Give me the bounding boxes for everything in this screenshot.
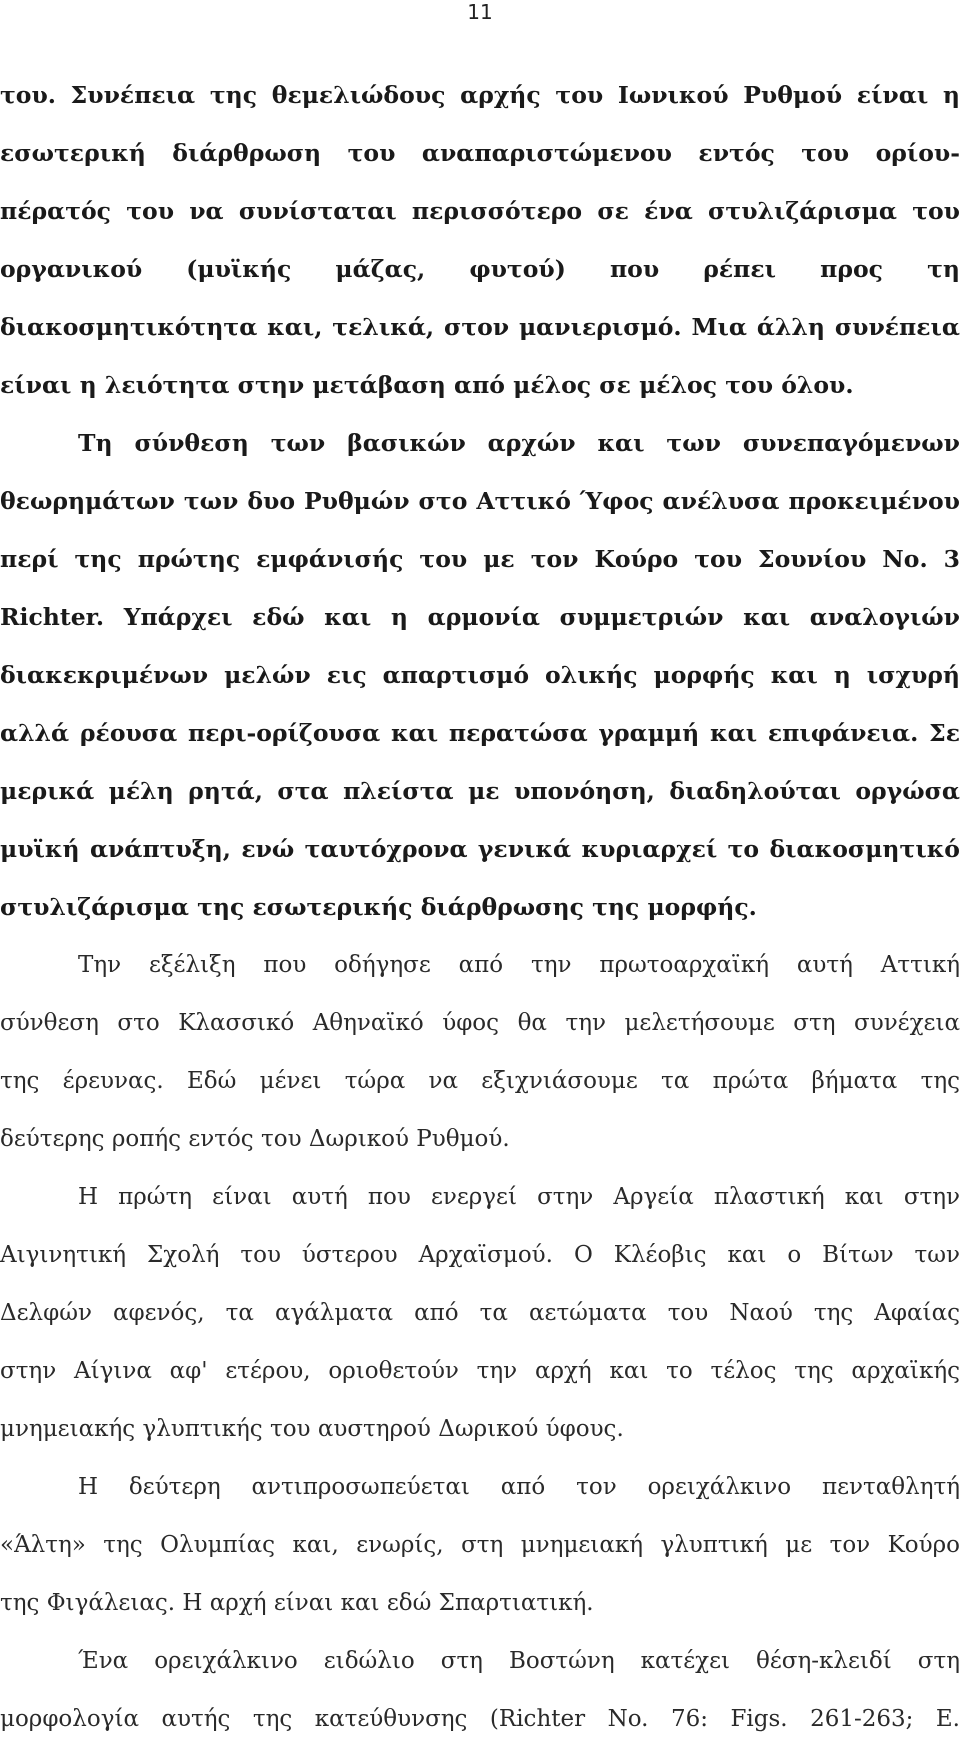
text-line: στυλιζάρισμα της εσωτερικής διάρθρωσης της μορφής. <box>0 893 757 921</box>
text-line: Η δεύτερη αντιπροσωπεύεται από τον ορειχάλκινο πενταθλητή <box>78 1474 960 1500</box>
text-line: της έρευνας. Εδώ μένει τώρα να εξιχνιάσουμε τα πρώτα βήματα της <box>0 1068 960 1094</box>
text-line: εσωτερική διάρθρωση του αναπαριστώμενου εντός του ορίου- <box>0 139 960 167</box>
text-line: διακεκριμένων μελών εις απαρτισμό ολικής μορφής και η ισχυρή <box>0 661 960 689</box>
text-line: στην Αίγινα αφ' ετέρου, οριοθετούν την αρχή και το τέλος της αρχαϊκής <box>0 1358 960 1384</box>
text-line: της Φιγάλειας. Η αρχή είναι και εδώ Σπαρτιατική. <box>0 1590 594 1616</box>
text-line: μερικά μέλη ρητά, στα πλείστα με υπονόηση, διαδηλούται οργώσα <box>0 777 960 805</box>
text-line: πέρατός του να συνίσταται περισσότερο σε ένα στυλιζάρισμα του <box>0 197 960 225</box>
text-line: διακοσμητικότητα και, τελικά, στον μανιερισμό. Μια άλλη συνέπεια <box>0 313 960 341</box>
text-line: δεύτερης ροπής εντός του Δωρικού Ρυθμού. <box>0 1126 510 1152</box>
text-line: μορφολογία αυτής της κατεύθυνσης (Richter No. 76: Figs. 261-263; E. <box>0 1706 960 1732</box>
page-number: 11 <box>467 0 493 24</box>
body-text <box>0 75 960 1757</box>
text-line: σύνθεση στο Κλασσικό Αθηναϊκό ύφος θα την μελετήσουμε στη συνέχεια <box>0 1010 960 1036</box>
text-line: Την εξέλιξη που οδήγησε από την πρωτοαρχαϊκή αυτή Αττική <box>78 952 960 978</box>
text-line: μυϊκή ανάπτυξη, ενώ ταυτόχρονα γενικά κυριαρχεί το διακοσμητικό <box>0 835 960 863</box>
text-line: αλλά ρέουσα περι-ορίζουσα και περατώσα γραμμή και επιφάνεια. Σε <box>0 719 960 747</box>
text-line: Τη σύνθεση των βασικών αρχών και των συνεπαγόμενων <box>78 429 960 457</box>
text-line: «Άλτη» της Ολυμπίας και, ενωρίς, στη μνημειακή γλυπτική με τον Κούρο <box>0 1532 960 1558</box>
text-line: περί της πρώτης εμφάνισής του με τον Κούρο του Σουνίου Νο. 3 <box>0 545 960 573</box>
text-line: μνημειακής γλυπτικής του αυστηρού Δωρικού ύφους. <box>0 1416 624 1442</box>
text-line: του. Συνέπεια της θεμελιώδους αρχής του Ιωνικού Ρυθμού είναι η <box>0 81 960 109</box>
text-line: Ένα ορειχάλκινο ειδώλιο στη Βοστώνη κατέχει θέση-κλειδί στη <box>78 1648 960 1674</box>
text-line: οργανικού (μυϊκής μάζας, φυτού) που ρέπει προς τη <box>0 255 960 283</box>
text-line: θεωρημάτων των δυο Ρυθμών στο Αττικό Ύφος ανέλυσα προκειμένου <box>0 487 960 515</box>
text-line: Richter. Υπάρχει εδώ και η αρμονία συμμετριών και αναλογιών <box>0 603 960 631</box>
text-line: είναι η λειότητα στην μετάβαση από μέλος σε μέλος του όλου. <box>0 371 854 399</box>
text-line: Δελφών αφενός, τα αγάλματα από τα αετώματα του Ναού της Αφαίας <box>0 1300 960 1326</box>
text-line: Αιγινητική Σχολή του ύστερου Αρχαϊσμού. Ο Κλέοβις και ο Βίτων των <box>0 1242 960 1268</box>
text-line: Η πρώτη είναι αυτή που ενεργεί στην Αργεία πλαστική και στην <box>78 1184 960 1210</box>
